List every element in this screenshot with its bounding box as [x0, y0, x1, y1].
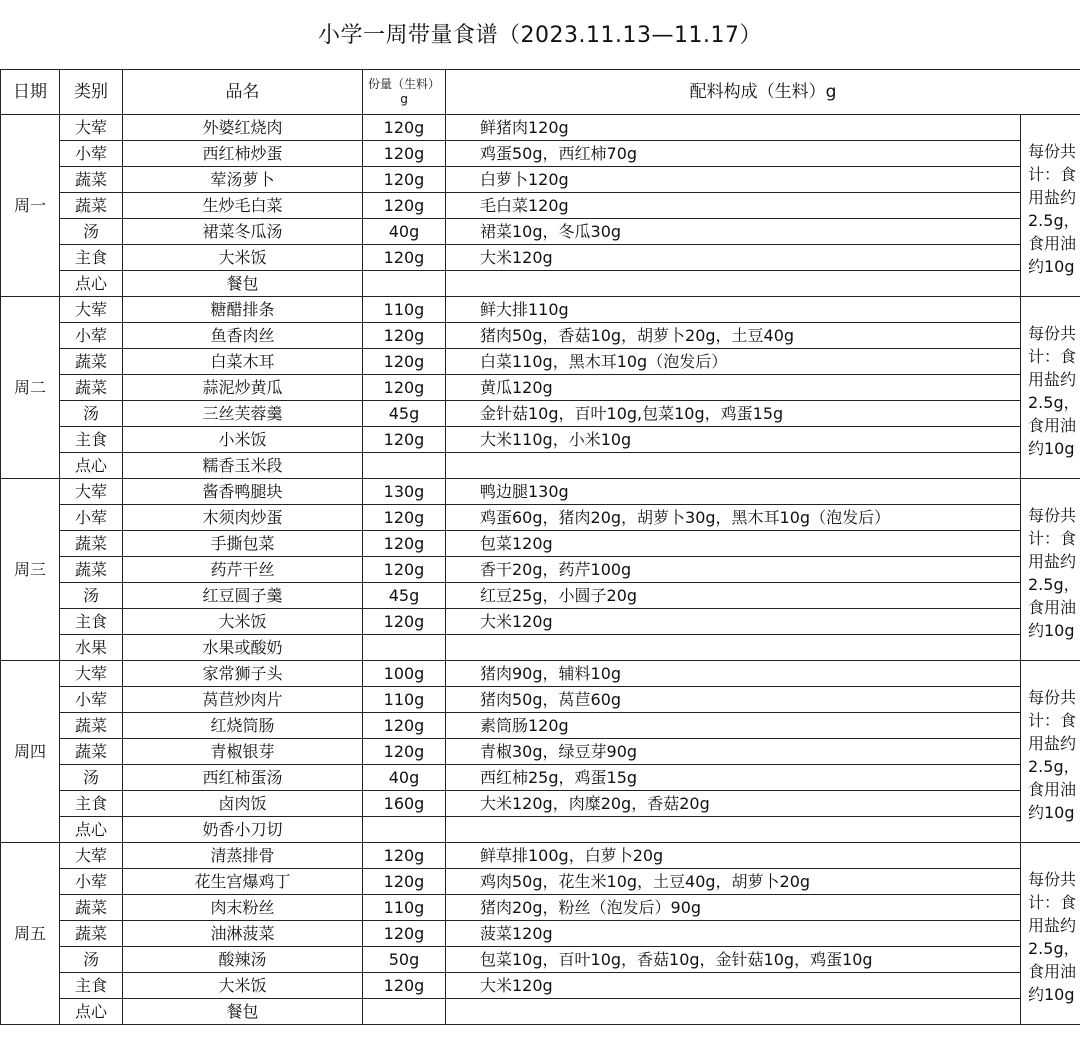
table-row: [1, 947, 1080, 973]
nutrition-note-line: 食用油: [1028, 233, 1077, 253]
category-cell: 蔬菜: [60, 167, 123, 193]
portion-cell: 120g: [363, 427, 446, 453]
ingredients-cell: 金针菇10g，百叶10g,包菜10g，鸡蛋15g: [446, 401, 1021, 427]
ingredients-cell: 裙菜10g，冬瓜30g: [446, 219, 1021, 245]
dish-name-cell: 大米饭: [123, 609, 363, 635]
portion-cell: 100g: [363, 661, 446, 687]
category-cell: 小荤: [60, 141, 123, 167]
ingredients-cell: 素筒肠120g: [446, 713, 1021, 739]
dish-name-cell: 大米饭: [123, 245, 363, 271]
nutrition-note-line: 用盐约: [1028, 187, 1077, 207]
ingredients-cell: 大米110g，小米10g: [446, 427, 1021, 453]
portion-cell: 120g: [363, 973, 446, 999]
category-cell: 小荤: [60, 323, 123, 349]
nutrition-note-line: 食用油: [1028, 779, 1077, 799]
portion-cell: 120g: [363, 115, 446, 141]
dish-name-cell: 木须肉炒蛋: [123, 505, 363, 531]
nutrition-note: [1021, 479, 1080, 661]
portion-cell: 40g: [363, 219, 446, 245]
dish-name-cell: 小米饭: [123, 427, 363, 453]
table-row: [1, 583, 1080, 609]
category-cell: 蔬菜: [60, 349, 123, 375]
dish-name-cell: 西红柿蛋汤: [123, 765, 363, 791]
day-cell: 周三: [1, 479, 60, 661]
ingredients-cell: 猪肉20g，粉丝（泡发后）90g: [446, 895, 1021, 921]
dish-name-cell: 酸辣汤: [123, 947, 363, 973]
category-cell: 汤: [60, 401, 123, 427]
portion-cell: 120g: [363, 141, 446, 167]
nutrition-note-line: 2.5g，: [1028, 392, 1080, 412]
category-cell: 主食: [60, 973, 123, 999]
category-cell: 主食: [60, 609, 123, 635]
header-day: 日期: [1, 70, 60, 115]
nutrition-note-line: 约10g: [1028, 256, 1075, 276]
nutrition-note-line: 食用油: [1028, 415, 1077, 435]
dish-name-cell: 裙菜冬瓜汤: [123, 219, 363, 245]
nutrition-note: [1021, 297, 1080, 479]
dish-name-cell: 莴苣炒肉片: [123, 687, 363, 713]
dish-name-cell: 卤肉饭: [123, 791, 363, 817]
header-row: [1, 70, 1080, 115]
category-cell: 蔬菜: [60, 739, 123, 765]
table-row: [1, 661, 1080, 687]
category-cell: 大荤: [60, 843, 123, 869]
table-row: [1, 791, 1080, 817]
category-cell: 点心: [60, 817, 123, 843]
portion-cell: 120g: [363, 193, 446, 219]
table-row: [1, 921, 1080, 947]
ingredients-cell: [446, 271, 1021, 297]
table-row: [1, 843, 1080, 869]
table-row: [1, 375, 1080, 401]
portion-cell: [363, 453, 446, 479]
category-cell: 蔬菜: [60, 895, 123, 921]
ingredients-cell: 鸡蛋50g，西红柿70g: [446, 141, 1021, 167]
dish-name-cell: 手撕包菜: [123, 531, 363, 557]
category-cell: 大荤: [60, 297, 123, 323]
category-cell: 小荤: [60, 505, 123, 531]
portion-cell: 120g: [363, 245, 446, 271]
table-row: [1, 167, 1080, 193]
portion-cell: 120g: [363, 167, 446, 193]
table-row: [1, 219, 1080, 245]
portion-cell: 120g: [363, 531, 446, 557]
portion-cell: 120g: [363, 739, 446, 765]
portion-cell: 40g: [363, 765, 446, 791]
category-cell: 水果: [60, 635, 123, 661]
nutrition-note-line: 每份共: [1028, 505, 1077, 525]
portion-cell: 120g: [363, 505, 446, 531]
table-row: [1, 557, 1080, 583]
category-cell: 汤: [60, 947, 123, 973]
header-category: 类别: [60, 70, 123, 115]
category-cell: 小荤: [60, 869, 123, 895]
nutrition-note-line: 2.5g，: [1028, 210, 1080, 230]
dish-name-cell: 清蒸排骨: [123, 843, 363, 869]
nutrition-note-line: 2.5g，: [1028, 938, 1080, 958]
header-portion-line2: g: [400, 92, 408, 106]
ingredients-cell: [446, 999, 1021, 1025]
dish-name-cell: 红豆圆子羹: [123, 583, 363, 609]
ingredients-cell: [446, 453, 1021, 479]
nutrition-note-line: 2.5g，: [1028, 756, 1080, 776]
nutrition-note-line: 食用油: [1028, 961, 1077, 981]
ingredients-cell: 鲜草排100g，白萝卜20g: [446, 843, 1021, 869]
nutrition-note-line: 约10g: [1028, 984, 1075, 1004]
table-row: [1, 297, 1080, 323]
table-row: [1, 635, 1080, 661]
ingredients-cell: 青椒30g，绿豆芽90g: [446, 739, 1021, 765]
ingredients-cell: 鲜猪肉120g: [446, 115, 1021, 141]
ingredients-cell: 鸡肉50g，花生米10g，土豆40g，胡萝卜20g: [446, 869, 1021, 895]
portion-cell: [363, 271, 446, 297]
category-cell: 汤: [60, 765, 123, 791]
portion-cell: 110g: [363, 687, 446, 713]
ingredients-cell: 西红柿25g，鸡蛋15g: [446, 765, 1021, 791]
category-cell: 小荤: [60, 687, 123, 713]
ingredients-cell: 包菜10g，百叶10g，香菇10g，金针菇10g，鸡蛋10g: [446, 947, 1021, 973]
portion-cell: 50g: [363, 947, 446, 973]
category-cell: 大荤: [60, 661, 123, 687]
ingredients-cell: 大米120g，肉糜20g，香菇20g: [446, 791, 1021, 817]
table-row: [1, 349, 1080, 375]
portion-cell: 120g: [363, 323, 446, 349]
nutrition-note-line: 用盐约: [1028, 733, 1077, 753]
nutrition-note-line: 计：食: [1028, 528, 1077, 548]
nutrition-note-line: 用盐约: [1028, 915, 1077, 935]
dish-name-cell: 油淋菠菜: [123, 921, 363, 947]
header-portion: [363, 70, 446, 115]
category-cell: 汤: [60, 219, 123, 245]
portion-cell: [363, 635, 446, 661]
table-row: [1, 323, 1080, 349]
category-cell: 主食: [60, 791, 123, 817]
ingredients-cell: 鲜大排110g: [446, 297, 1021, 323]
ingredients-cell: 黄瓜120g: [446, 375, 1021, 401]
nutrition-note-line: 计：食: [1028, 346, 1077, 366]
menu-body: [1, 115, 1080, 1025]
table-row: [1, 973, 1080, 999]
nutrition-note: [1021, 115, 1080, 297]
portion-cell: 120g: [363, 869, 446, 895]
ingredients-cell: 红豆25g，小圆子20g: [446, 583, 1021, 609]
nutrition-note-line: 计：食: [1028, 164, 1077, 184]
category-cell: 大荤: [60, 115, 123, 141]
nutrition-note-line: 约10g: [1028, 802, 1075, 822]
portion-cell: 160g: [363, 791, 446, 817]
nutrition-note-line: 每份共: [1028, 687, 1077, 707]
dish-name-cell: 家常狮子头: [123, 661, 363, 687]
dish-name-cell: 红烧筒肠: [123, 713, 363, 739]
category-cell: 蔬菜: [60, 713, 123, 739]
portion-cell: 120g: [363, 843, 446, 869]
portion-cell: 45g: [363, 401, 446, 427]
portion-cell: 120g: [363, 609, 446, 635]
category-cell: 蔬菜: [60, 375, 123, 401]
dish-name-cell: 青椒银芽: [123, 739, 363, 765]
dish-name-cell: 荤汤萝卜: [123, 167, 363, 193]
nutrition-note-line: 每份共: [1028, 141, 1077, 161]
header-name: 品名: [123, 70, 363, 115]
category-cell: 主食: [60, 427, 123, 453]
category-cell: 大荤: [60, 479, 123, 505]
ingredients-cell: 猪肉90g，辅料10g: [446, 661, 1021, 687]
nutrition-note-line: 每份共: [1028, 323, 1077, 343]
category-cell: 汤: [60, 583, 123, 609]
nutrition-note: [1021, 661, 1080, 843]
category-cell: 点心: [60, 271, 123, 297]
table-row: [1, 115, 1080, 141]
portion-cell: 120g: [363, 921, 446, 947]
dish-name-cell: 蒜泥炒黄瓜: [123, 375, 363, 401]
portion-cell: 110g: [363, 297, 446, 323]
portion-cell: [363, 817, 446, 843]
portion-cell: 120g: [363, 375, 446, 401]
table-row: [1, 505, 1080, 531]
portion-cell: [363, 999, 446, 1025]
table-row: [1, 479, 1080, 505]
portion-cell: 130g: [363, 479, 446, 505]
portion-cell: 120g: [363, 557, 446, 583]
dish-name-cell: 鱼香肉丝: [123, 323, 363, 349]
dish-name-cell: 白菜木耳: [123, 349, 363, 375]
header-portion-line1: 份量（生料）: [367, 77, 440, 91]
category-cell: 蔬菜: [60, 557, 123, 583]
ingredients-cell: 包菜120g: [446, 531, 1021, 557]
portion-cell: 120g: [363, 713, 446, 739]
dish-name-cell: 餐包: [123, 271, 363, 297]
ingredients-cell: 大米120g: [446, 245, 1021, 271]
portion-cell: 110g: [363, 895, 446, 921]
ingredients-cell: 白菜110g，黑木耳10g（泡发后）: [446, 349, 1021, 375]
category-cell: 蔬菜: [60, 193, 123, 219]
nutrition-note-line: 2.5g，: [1028, 574, 1080, 594]
table-row: [1, 401, 1080, 427]
ingredients-cell: 菠菜120g: [446, 921, 1021, 947]
day-cell: 周二: [1, 297, 60, 479]
nutrition-note-line: 食用油: [1028, 597, 1077, 617]
category-cell: 点心: [60, 453, 123, 479]
portion-cell: 120g: [363, 349, 446, 375]
ingredients-cell: 大米120g: [446, 973, 1021, 999]
nutrition-note: [1021, 843, 1080, 1025]
dish-name-cell: 药芹干丝: [123, 557, 363, 583]
day-cell: 周一: [1, 115, 60, 297]
ingredients-cell: 香干20g，药芹100g: [446, 557, 1021, 583]
ingredients-cell: [446, 817, 1021, 843]
table-row: [1, 895, 1080, 921]
ingredients-cell: 猪肉50g，莴苣60g: [446, 687, 1021, 713]
table-row: [1, 687, 1080, 713]
dish-name-cell: 西红柿炒蛋: [123, 141, 363, 167]
dish-name-cell: 餐包: [123, 999, 363, 1025]
nutrition-note-line: 用盐约: [1028, 551, 1077, 571]
day-cell: 周四: [1, 661, 60, 843]
table-row: [1, 817, 1080, 843]
dish-name-cell: 糖醋排条: [123, 297, 363, 323]
dish-name-cell: 大米饭: [123, 973, 363, 999]
category-cell: 蔬菜: [60, 921, 123, 947]
dish-name-cell: 酱香鸭腿块: [123, 479, 363, 505]
table-row: [1, 713, 1080, 739]
dish-name-cell: 奶香小刀切: [123, 817, 363, 843]
portion-cell: 45g: [363, 583, 446, 609]
header-ingredients: 配料构成（生料）g: [446, 70, 1080, 115]
category-cell: 点心: [60, 999, 123, 1025]
ingredients-cell: [446, 635, 1021, 661]
ingredients-cell: 大米120g: [446, 609, 1021, 635]
ingredients-cell: 毛白菜120g: [446, 193, 1021, 219]
dish-name-cell: 生炒毛白菜: [123, 193, 363, 219]
nutrition-note-line: 用盐约: [1028, 369, 1077, 389]
page-title: 小学一周带量食谱（2023.11.13—11.17）: [318, 23, 762, 48]
dish-name-cell: 糯香玉米段: [123, 453, 363, 479]
nutrition-note-line: 约10g: [1028, 620, 1075, 640]
ingredients-cell: 鸭边腿130g: [446, 479, 1021, 505]
table-row: [1, 245, 1080, 271]
dish-name-cell: 水果或酸奶: [123, 635, 363, 661]
category-cell: 蔬菜: [60, 531, 123, 557]
dish-name-cell: 肉末粉丝: [123, 895, 363, 921]
table-row: [1, 453, 1080, 479]
category-cell: 主食: [60, 245, 123, 271]
ingredients-cell: 猪肉50g，香菇10g，胡萝卜20g，土豆40g: [446, 323, 1021, 349]
ingredients-cell: 白萝卜120g: [446, 167, 1021, 193]
table-row: [1, 271, 1080, 297]
dish-name-cell: 三丝芙蓉羹: [123, 401, 363, 427]
table-row: [1, 193, 1080, 219]
table-row: [1, 609, 1080, 635]
dish-name-cell: 花生宫爆鸡丁: [123, 869, 363, 895]
ingredients-cell: 鸡蛋60g，猪肉20g，胡萝卜30g，黑木耳10g（泡发后）: [446, 505, 1021, 531]
table-row: [1, 999, 1080, 1025]
table-row: [1, 141, 1080, 167]
day-cell: 周五: [1, 843, 60, 1025]
table-row: [1, 531, 1080, 557]
table-row: [1, 869, 1080, 895]
nutrition-note-line: 每份共: [1028, 869, 1077, 889]
table-row: [1, 427, 1080, 453]
nutrition-note-line: 计：食: [1028, 892, 1077, 912]
weekly-menu-table: [0, 69, 1080, 1025]
table-row: [1, 765, 1080, 791]
table-row: [1, 739, 1080, 765]
dish-name-cell: 外婆红烧肉: [123, 115, 363, 141]
nutrition-note-line: 计：食: [1028, 710, 1077, 730]
nutrition-note-line: 约10g: [1028, 438, 1075, 458]
